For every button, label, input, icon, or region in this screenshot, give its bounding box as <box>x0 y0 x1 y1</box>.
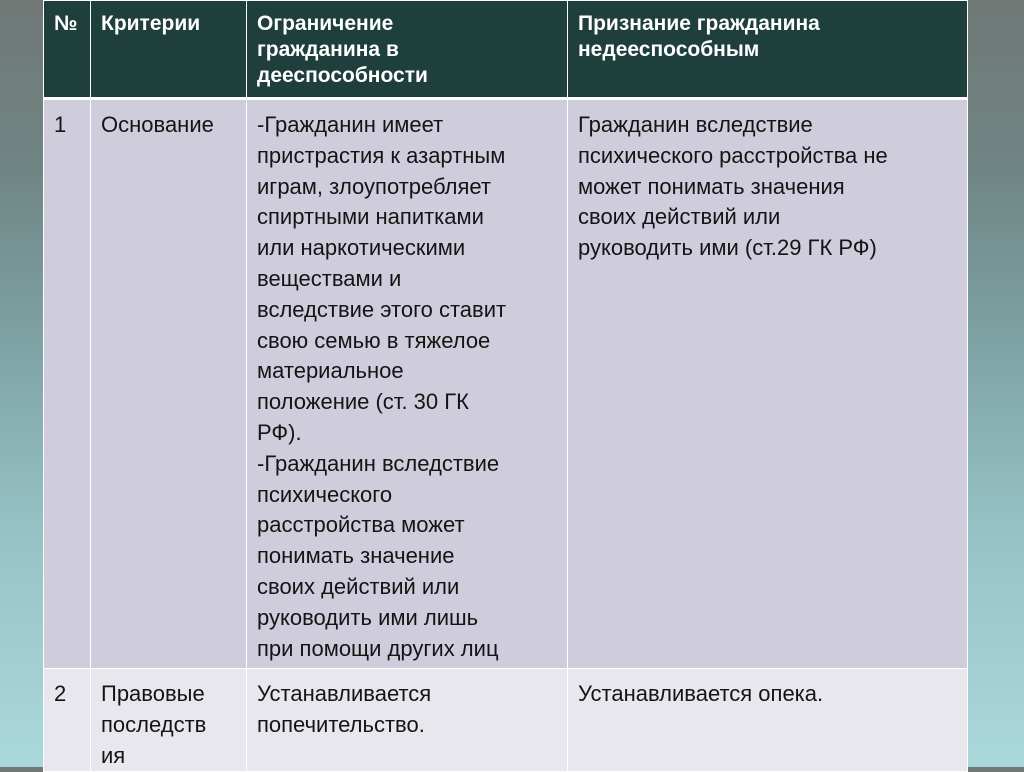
table-header <box>44 1 968 99</box>
header-limitation: Ограничение гражданина в дееспособности <box>247 1 568 99</box>
row-criterion: Основание <box>91 99 247 669</box>
table-body <box>44 99 968 772</box>
table-row <box>44 99 968 669</box>
table-row <box>44 669 968 772</box>
row-number: 1 <box>44 99 91 669</box>
header-incapacity: Признание гражданина недееспособным <box>568 1 968 99</box>
row-incapacity: Устанавливается опека. <box>568 669 968 772</box>
row-limitation: -Гражданин имеет пристрастия к азартным играм, злоупотребляет спиртными напитками или наркотическими веществами и вследствие этого ставит свою семью в тяжелое материальное положение (ст. 30 ГК РФ). -Гражданин вследствие психического расстройства может понимать значение своих действий или руководить ими лишь при помощи других лиц <box>247 99 568 669</box>
header-criteria: Критерии <box>91 1 247 99</box>
row-criterion: Правовые последств ия <box>91 669 247 772</box>
header-number: № <box>44 1 91 99</box>
comparison-table <box>43 0 968 772</box>
row-limitation: Устанавливается попечительство. <box>247 669 568 772</box>
row-incapacity: Гражданин вследствие психического расстройства не может понимать значения своих действий или руководить ими (ст.29 ГК РФ) <box>568 99 968 669</box>
header-row <box>44 1 968 99</box>
row-number: 2 <box>44 669 91 772</box>
